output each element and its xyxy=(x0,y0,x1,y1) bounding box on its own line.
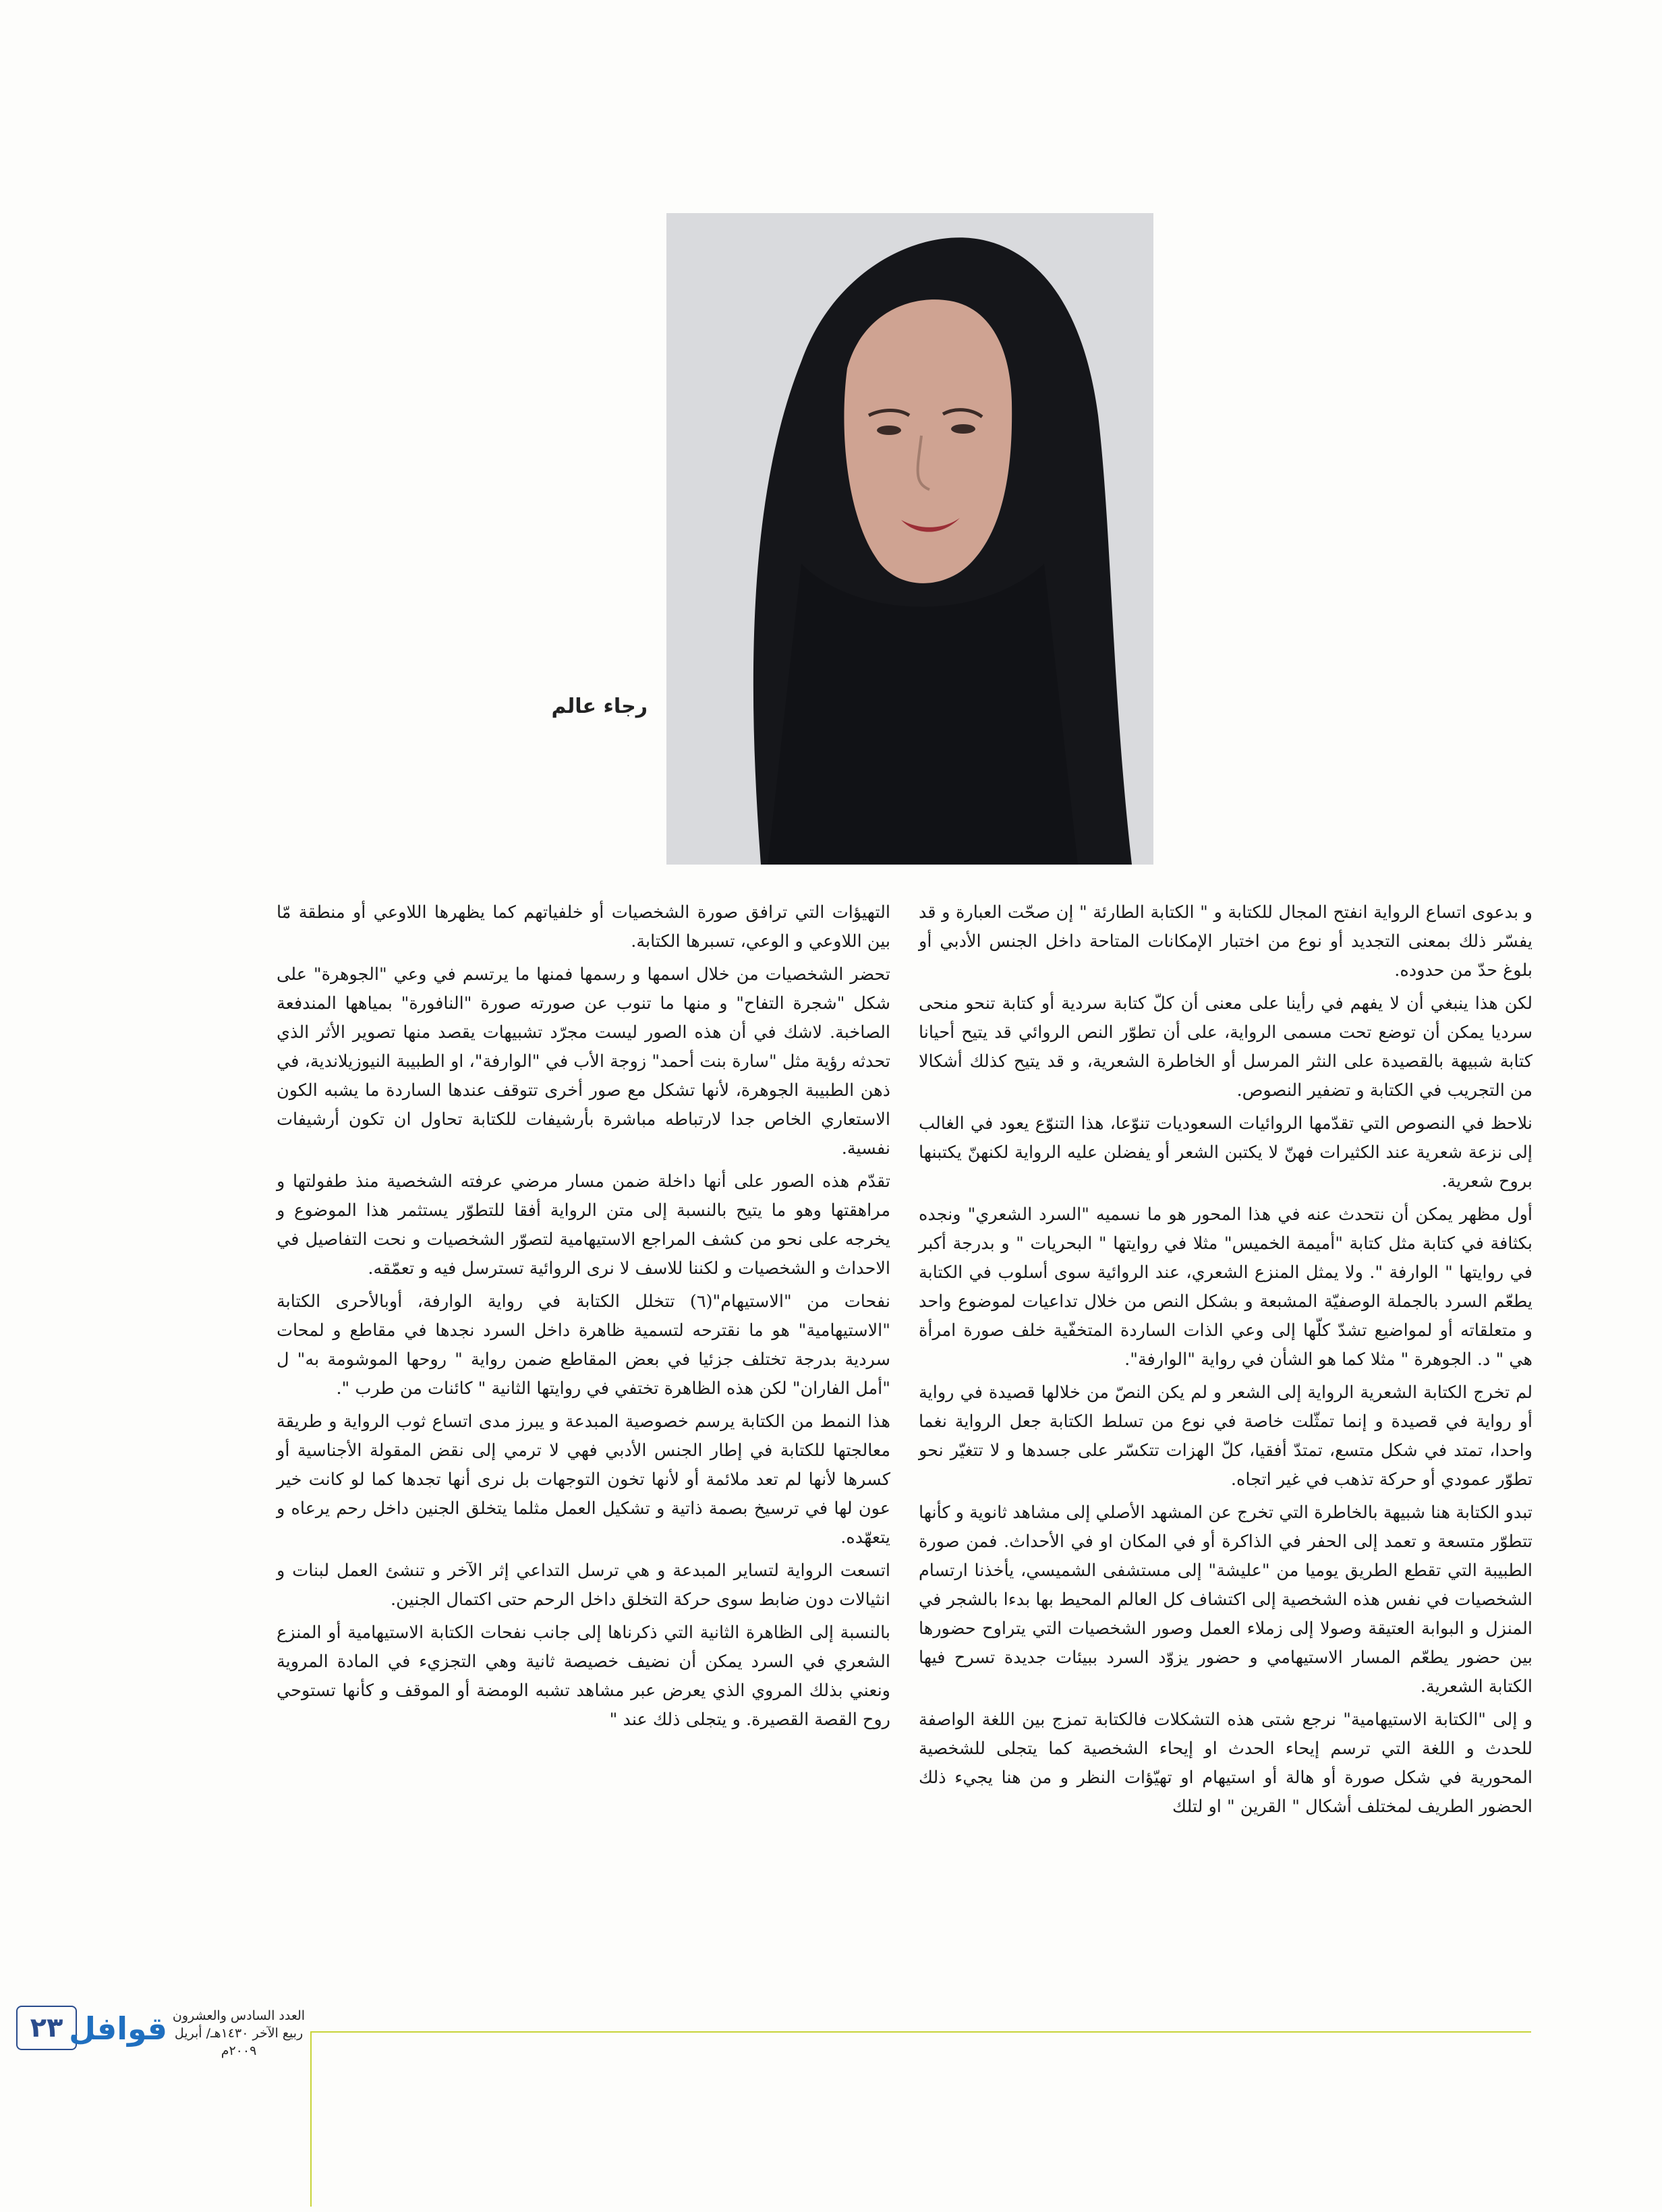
photo-caption: رجاء عالم xyxy=(551,695,648,718)
paragraph: لكن هذا ينبغي أن لا يفهم في رأينا على معنى أن كلّ كتابة سردية أو كتابة تنحو منحى سرديا يمكن أن توضع تحت مسمى الرواية، على أن تطوّر النص الروائي قد يتيح أحيانا كتابة شبيهة بالقصيدة على النثر المرسل أو الخاطرة الشعرية، و قد يتيح كذلك أشكالا من التجريب في الكتابة و تضفير النصوص. xyxy=(919,993,1532,1101)
footer-divider-vertical xyxy=(310,2031,312,2207)
paragraph: تقدّم هذه الصور على أنها داخلة ضمن مسار مرضي عرفته الشخصية منذ طفولتها و مراهقتها وهو ما يتيح بالنسبة إلى متن الرواية أفقا للتطوّر يستثمر هذا الموضوع و يخرجه على نحو من كشف المراجع الاستيهامية لتصوّر الشخصيات و نحت التفاصيل في الاحداث و الشخصيات و لكننا للاسف لا نرى الروائية تسترسل فيه و تعمّقه. xyxy=(277,1171,890,1279)
footer-divider xyxy=(312,2031,1531,2033)
paragraph: أول مظهر يمكن أن نتحدث عنه في هذا المحور هو ما نسميه "السرد الشعري" ونجده بكثافة في كتابة مثل كتابة "أميمة الخميس" مثلا في روايتها " البحريات " و بدرجة أكبر في روايتها " الوارفة ". ولا يمثل المنزع الشعري، عند الروائية سوى أسلوب في الكتابة يطعّم السرد بالجملة الوصفيّة المشبعة و بشكل النص من خلال تداعيات لموضوع واحد و متعلقاته أو لمواضيع تشدّ كلّها إلى وعي الذات الساردة المتخفّية خلف صورة امرأة هي " د. الجوهرة " مثلا كما هو الشأن في رواية "الوارفة". xyxy=(919,1204,1532,1370)
paragraph: و بدعوى اتساع الرواية انفتح المجال للكتابة و " الكتابة الطارئة " إن صحّت العبارة و قد يفسّر ذلك بمعنى التجديد أو نوع من اختبار الإمكانات المتاحة داخل الجنس الأدبي أو بلوغ حدّ من حدوده. xyxy=(919,902,1532,981)
author-photo xyxy=(666,213,1153,865)
issue-info xyxy=(167,2007,310,2060)
paragraph: تحضر الشخصيات من خلال اسمها و رسمها فمنها ما يرتسم في وعي "الجوهرة" على شكل "شجرة التفاح" و منها ما تنوب عن صورته صورة "النافورة" بمياهها المندفعة الصاخبة. لاشك في أن هذه الصور ليست مجرّد تشبيهات يقصد منها تصوير الأثر الذي تحدثه رؤية مثل "سارة بنت أحمد" زوجة الأب في "الوارفة"، او الطبيبة النيوزيلاندية، في ذهن الطبيبة الجوهرة، لأنها تشكل مع صور أخرى تتوقف عندها الساردة ما يشبه الكون الاستعاري الخاص جدا لارتباطه مباشرة بأرشيفات للكتابة تحاول ان تكون أرشيفات نفسية. xyxy=(277,964,891,1159)
paragraph: و إلى "الكتابة الاستيهامية" نرجع شتى هذه التشكلات فالكتابة تمزج بين اللغة الواصفة للحدث و اللغة التي ترسم إيحاء الحدث او إيحاء الشخصية كما يتجلى للشخصية المحورية في شكل صورة أو هالة أو استيهام او تهيّؤات النظر و من هنا يجيء ذلك الحضور الطريف لمختلف أشكال " القرين " او لتلك xyxy=(919,1710,1532,1817)
portrait-image xyxy=(666,213,1153,865)
paragraph: اتسعت الرواية لتساير المبدعة و هي ترسل التداعي إثر الآخر و تنشئ العمل لبنات و انثيالات دون ضابط سوى حركة التخلق داخل الرحم حتى اكتمال الجنين. xyxy=(277,1561,890,1610)
magazine-logo: قوافل xyxy=(69,2010,167,2047)
article-column-left xyxy=(277,898,890,1739)
paragraph: لم تخرج الكتابة الشعرية الرواية إلى الشعر و لم يكن النصّ من خلالها قصيدة في رواية أو رواية في قصيدة و إنما تمثّلت خاصة في نوع من تسلط الكتابة جعل الرواية نغما واحدا، تمتد في شكل متسع، تمتدّ أفقيا، كلّ الهزات تتكسّر على جسدها و لا تتغيّر نحو تطوّر عمودي أو حركة تذهب في غير اتجاه. xyxy=(919,1382,1532,1490)
issue-date: ربيع الآخر ١٤٣٠هـ/ أبريل ٢٠٠٩م xyxy=(174,2026,304,2058)
paragraph: نفحات من "الاستيهام"(٦) تتخلل الكتابة في رواية الوارفة، أوبالأحرى الكتابة "الاستيهامية" هو ما نقترحه لتسمية ظاهرة داخل السرد نجدها في مقاطع و لمحات سردية بدرجة تختلف جزئيا في بعض المقاطع ضمن رواية " روحها الموشومة به" ل "أمل الفاران" لكن هذه الظاهرة تختفي في روايتها الثانية " كائنات من طرب ". xyxy=(277,1291,890,1399)
paragraph: هذا النمط من الكتابة يرسم خصوصية المبدعة و يبرز مدى اتساع ثوب الرواية و طريقة معالجتها للكتابة في إطار الجنس الأدبي فهي لا ترمي إلى نقض المقولة الأجناسية أو كسرها لأنها لم تعد ملائمة أو لأنها تخون التوجهات بل نرى أنها تجدها كما لو كانت خير عون لها في ترسيخ بصمة ذاتية و تشكيل العمل مثلما يتخلق الجنين داخل رحم يرعاه و يتعهّده. xyxy=(277,1411,890,1548)
paragraph: بالنسبة إلى الظاهرة الثانية التي ذكرناها إلى جانب نفحات الكتابة الاستيهامية أو المنزع الشعري في السرد يمكن أن نضيف خصيصة ثانية وهي التجزيء في المادة المروية ونعني بذلك المروي الذي يعرض عبر مشاهد تشبه الومضة أو الموقف و كأنها تستوحي روح القصة القصيرة. و يتجلى ذلك عند " xyxy=(277,1623,890,1730)
issue-number: العدد السادس والعشرون xyxy=(172,2008,306,2023)
paragraph: نلاحظ في النصوص التي تقدّمها الروائيات السعوديات تنوّعا، هذا التنوّع يعود في الغالب إلى نزعة شعرية عند الكثيرات فهنّ لا يكتبن الشعر أو يفضلن عليه الرواية لكنهنّ يكتبنها بروح شعرية. xyxy=(919,1113,1532,1192)
paragraph: التهيؤات التي ترافق صورة الشخصيات أو خلفياتهم كما يظهرها اللاوعي أو منطقة مّا بين اللاوعي و الوعي، تسبرها الكتابة. xyxy=(277,902,890,952)
paragraph: تبدو الكتابة هنا شبيهة بالخاطرة التي تخرج عن المشهد الأصلي إلى مشاهد ثانوية و كأنها تتطوّر متسعة و تعمد إلى الحفر في الذاكرة أو في المكان او في الأحداث. فمن صورة الطبيبة التي تقطع الطريق يوميا من "عليشة" إلى مستشفى الشميسي، يأخذنا ارتسام الشخصيات في نفس هذه الشخصية إلى اكتشاف كل العالم المحيط بها بدءا بالشجر في المنزل و البوابة العتيقة وصولا إلى زملاء العمل وصور الشخصيات التي يتراوح حضورها بين حضور يطعّم المسار الاستيهامي و حضور يزوّد السرد ببيئات جديدة تسرح فيها الكتابة الشعرية. xyxy=(919,1503,1532,1697)
page-number: ٢٣ xyxy=(16,2006,77,2050)
article-column-right xyxy=(919,898,1532,1826)
